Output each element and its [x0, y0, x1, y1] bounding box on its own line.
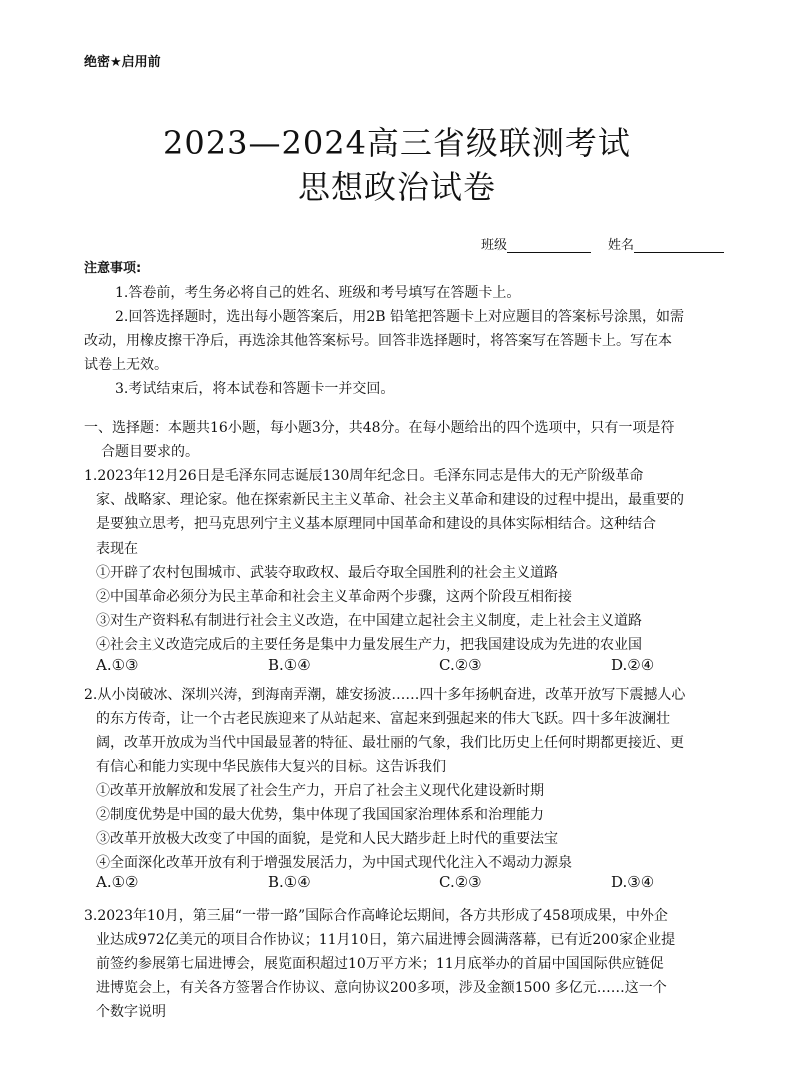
notice-item-3: 3.考试结束后，将本试卷和答题卡一并交回。: [115, 381, 395, 397]
q3-stem-line-1: 3.2023年10月，第三届“一带一路”国际合作高峰论坛期间，各方共形成了458项成果，中外企: [84, 908, 668, 924]
class-blank: [507, 238, 591, 253]
class-field: [481, 234, 591, 253]
q1-stem-line-2: 家、战略家、理论家。他在探索新民主主义革命、社会主义革命和建设的过程中提出，最重要的: [96, 492, 684, 508]
q1-stem-line-4: 表现在: [96, 541, 138, 557]
q2-stem-line-1: 2.从小岗破冰、深圳兴涛，到海南弄潮，雄安扬波……四十多年扬帆奋进，改革开放写下震撼人心: [84, 687, 686, 703]
notice-item-1: 1.答卷前，考生务必将自己的姓名、班级和考号填写在答题卡上。: [115, 285, 521, 301]
section-heading-line-2: 合题目要求的。: [101, 444, 199, 460]
notice-heading: 注意事项:: [84, 261, 142, 276]
q2-stem-line-3: 阔，改革开放成为当代中国最显著的特征、最壮丽的气象，我们比历史上任何时期都更接近、更: [96, 735, 684, 751]
q1-option-b: B.①④: [268, 656, 311, 674]
q1-option-d: D.②④: [611, 656, 655, 674]
q3-stem-line-4: 进博览会上，有关各方签署合作协议、意向协议200多项，涉及金额1500 多亿元……这一个: [96, 980, 667, 996]
exam-title: 2023—2024高三省级联测考试: [163, 124, 631, 162]
q2-statement-1: ①改革开放解放和发展了社会生产力，开启了社会主义现代化建设新时期: [96, 783, 544, 799]
q2-option-b: B.①④: [268, 873, 311, 891]
q1-option-c: C.②③: [439, 656, 482, 674]
q1-stem-line-3: 是要独立思考，把马克思列宁主义基本原理同中国革命和建设的具体实际相结合。这种结合: [96, 516, 656, 532]
q1-stem-line-1: 1.2023年12月26日是毛泽东同志诞辰130周年纪念日。毛泽东同志是伟大的无产阶级革命: [84, 468, 644, 484]
q2-stem-line-4: 有信心和能力实现中华民族伟大复兴的目标。这告诉我们: [96, 759, 446, 775]
q3-stem-line-2: 业达成972亿美元的项目合作协议；11月10日，第六届进博会圆满落幕，已有近200家企业提: [96, 932, 676, 948]
q2-option-a: A.①②: [96, 873, 139, 891]
section-heading-line-1: 一、选择题：本题共16小题，每小题3分，共48分。在每小题给出的四个选项中，只有一项是符: [84, 420, 675, 436]
q1-statement-2: ②中国革命必须分为民主革命和社会主义革命两个步骤，这两个阶段互相衔接: [96, 589, 572, 605]
q1-statement-4: ④社会主义改造完成后的主要任务是集中力量发展生产力，把我国建设成为先进的农业国: [96, 637, 642, 653]
class-label: 班级: [481, 238, 508, 253]
notice-item-2-line-3: 试卷上无效。: [84, 357, 168, 373]
q1-statement-1: ①开辟了农村包围城市、武装夺取政权、最后夺取全国胜利的社会主义道路: [96, 565, 558, 581]
q3-stem-line-3: 前签约参展第七届进博会，展览面积超过10万平方米；11月底举办的首届中国国际供应链促: [96, 956, 664, 972]
notice-item-2-line-2: 改动，用橡皮擦干净后，再选涂其他答案标号。回答非选择题时，将答案写在答题卡上。写在本: [84, 333, 672, 349]
q2-stem-line-2: 的东方传奇，让一个古老民族迎来了从站起来、富起来到强起来的伟大飞跃。四十多年波澜壮: [96, 711, 670, 727]
name-blank: [634, 238, 724, 253]
q2-statement-3: ③改革开放极大改变了中国的面貌，是党和人民大踏步赶上时代的重要法宝: [96, 831, 558, 847]
q2-statement-4: ④全面深化改革开放有利于增强发展活力，为中国式现代化注入不竭动力源泉: [96, 855, 572, 871]
notice-item-2-line-1: 2.回答选择题时，选出每小题答案后，用2B 铅笔把答题卡上对应题目的答案标号涂黑，如需: [115, 309, 685, 325]
q1-option-a: A.①③: [96, 656, 139, 674]
confidential-mark: 绝密★启用前: [84, 55, 161, 70]
q3-stem-line-5: 个数字说明: [96, 1004, 166, 1020]
q2-option-d: D.③④: [611, 873, 655, 891]
exam-subject-title: 思想政治试卷: [297, 168, 496, 206]
q2-statement-2: ②制度优势是中国的最大优势，集中体现了我国国家治理体系和治理能力: [96, 807, 544, 823]
name-label: 姓名: [608, 238, 635, 253]
q2-option-c: C.②③: [439, 873, 482, 891]
q1-statement-3: ③对生产资料私有制进行社会主义改造，在中国建立起社会主义制度，走上社会主义道路: [96, 613, 642, 629]
name-field: [608, 234, 724, 253]
